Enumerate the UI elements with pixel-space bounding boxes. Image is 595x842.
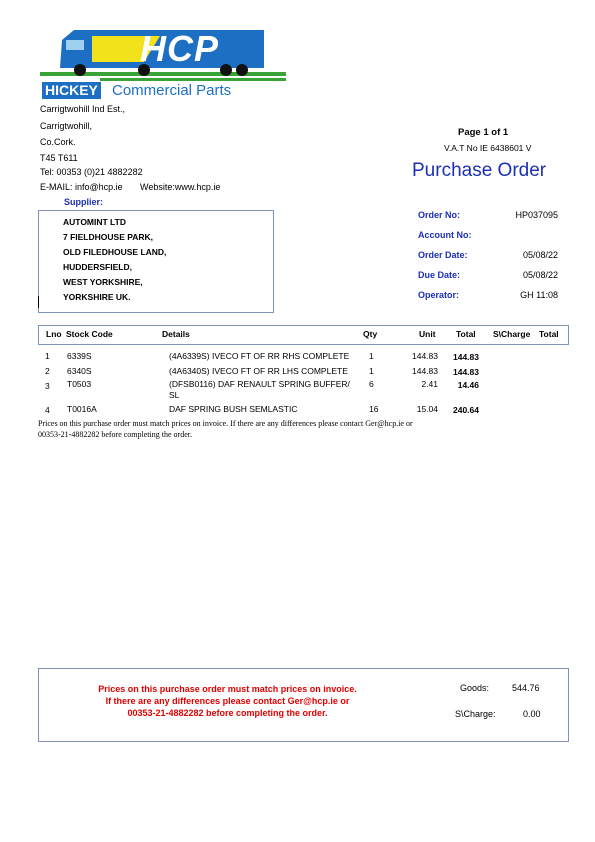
logo-company-word1: HICKEY (42, 82, 101, 99)
address-tel: Tel: 00353 (0)21 4882282 (40, 167, 143, 177)
col-header-stock-code: Stock Code (66, 329, 113, 339)
row-details-cont: SL (169, 390, 180, 400)
col-header-details: Details (162, 329, 190, 339)
goods-label: Goods: (460, 683, 490, 693)
row-stock-code: 6340S (67, 366, 92, 376)
company-logo (40, 24, 286, 100)
address-line-1: Carrigtwohill Ind Est., (40, 104, 126, 114)
order-date-value: 05/08/22 (522, 250, 558, 260)
col-header-total: Total (456, 329, 476, 339)
supplier-line: 7 FIELDHOUSE PARK, (63, 232, 154, 242)
account-no-label: Account No: (418, 230, 472, 240)
row-qty: 1 (369, 366, 374, 376)
row-total: 14.46 (457, 380, 479, 390)
row-details: DAF SPRING BUSH SEMLASTIC (169, 404, 298, 414)
col-header-total-2: Total (539, 329, 559, 339)
operator-label: Operator: (418, 290, 460, 300)
supplier-label: Supplier: (64, 197, 104, 207)
row-unit: 144.83 (412, 366, 438, 376)
address-line-3: Co.Cork. (40, 137, 76, 147)
supplier-line: OLD FILEDHOUSE LAND, (63, 247, 167, 257)
col-header-scharge: S\Charge (493, 329, 531, 339)
supplier-line: HUDDERSFIELD, (63, 262, 132, 272)
row-stock-code: T0016A (67, 404, 97, 414)
due-date-label: Due Date: (418, 270, 461, 280)
col-header-unit: Unit (419, 329, 436, 339)
row-qty: 1 (369, 351, 374, 361)
row-lno: 3 (45, 381, 50, 391)
row-details: (4A6340S) IVECO FT OF RR LHS COMPLETE (169, 366, 348, 376)
order-date-label: Order Date: (418, 250, 468, 260)
scharge-value: 0.00 (523, 709, 541, 719)
row-stock-code: 6339S (67, 351, 92, 361)
address-email[interactable]: E-MAIL: info@hcp.ie (40, 182, 123, 192)
supplier-line: AUTOMINT LTD (63, 217, 126, 227)
goods-value: 544.76 (512, 683, 540, 693)
row-lno: 4 (45, 405, 50, 415)
page-number: Page 1 of 1 (458, 127, 509, 138)
row-qty: 6 (369, 379, 374, 389)
row-qty: 16 (369, 404, 379, 414)
row-details: (4A6339S) IVECO FT OF RR RHS COMPLETE (169, 351, 350, 361)
supplier-line: WEST YORKSHIRE, (63, 277, 143, 287)
order-no-value: HP037095 (515, 210, 558, 220)
scharge-label: S\Charge: (455, 709, 496, 719)
address-line-4: T45 T611 (40, 153, 78, 163)
footer-price-note: Prices on this purchase order must match prices on invoice. If there are any differences please contact Ger@hcp.ie or 00353-21-4882282 before completing the order. (98, 684, 357, 718)
row-lno: 2 (45, 366, 50, 376)
col-header-qty: Qty (363, 329, 378, 339)
address-line-2: Carrigtwohill, (40, 121, 93, 131)
logo-company-word2: Commercial Parts (112, 82, 232, 99)
row-total: 144.83 (453, 367, 479, 377)
row-total: 240.64 (453, 405, 479, 415)
row-details: (DFSB0116) DAF RENAULT SPRING BUFFER/ (169, 379, 350, 389)
row-lno: 1 (45, 351, 50, 361)
supplier-line: YORKSHIRE UK. (63, 292, 131, 302)
page-title: Purchase Order (412, 160, 547, 181)
price-note-line-1: Prices on this purchase order must match prices on invoice. If there are any differences please contact Ger@hcp.ie or (38, 419, 413, 428)
text-cursor (38, 296, 39, 308)
row-unit: 144.83 (412, 351, 438, 361)
address-website[interactable]: Website:www.hcp.ie (140, 182, 221, 192)
lines-table-header (38, 325, 569, 345)
order-no-label: Order No: (418, 210, 461, 220)
logo-brand-text: HCP (140, 28, 220, 69)
col-header-lno: Lno (46, 329, 62, 339)
row-unit: 2.41 (421, 379, 438, 389)
row-unit: 15.04 (416, 404, 438, 414)
row-total: 144.83 (453, 352, 479, 362)
due-date-value: 05/08/22 (522, 270, 558, 280)
operator-value: GH 11:08 (520, 290, 558, 300)
row-stock-code: T0503 (67, 379, 92, 389)
vat-number: V.A.T No IE 6438601 V (444, 143, 532, 153)
price-note-line-2: 00353-21-4882282 before completing the order. (38, 430, 192, 439)
